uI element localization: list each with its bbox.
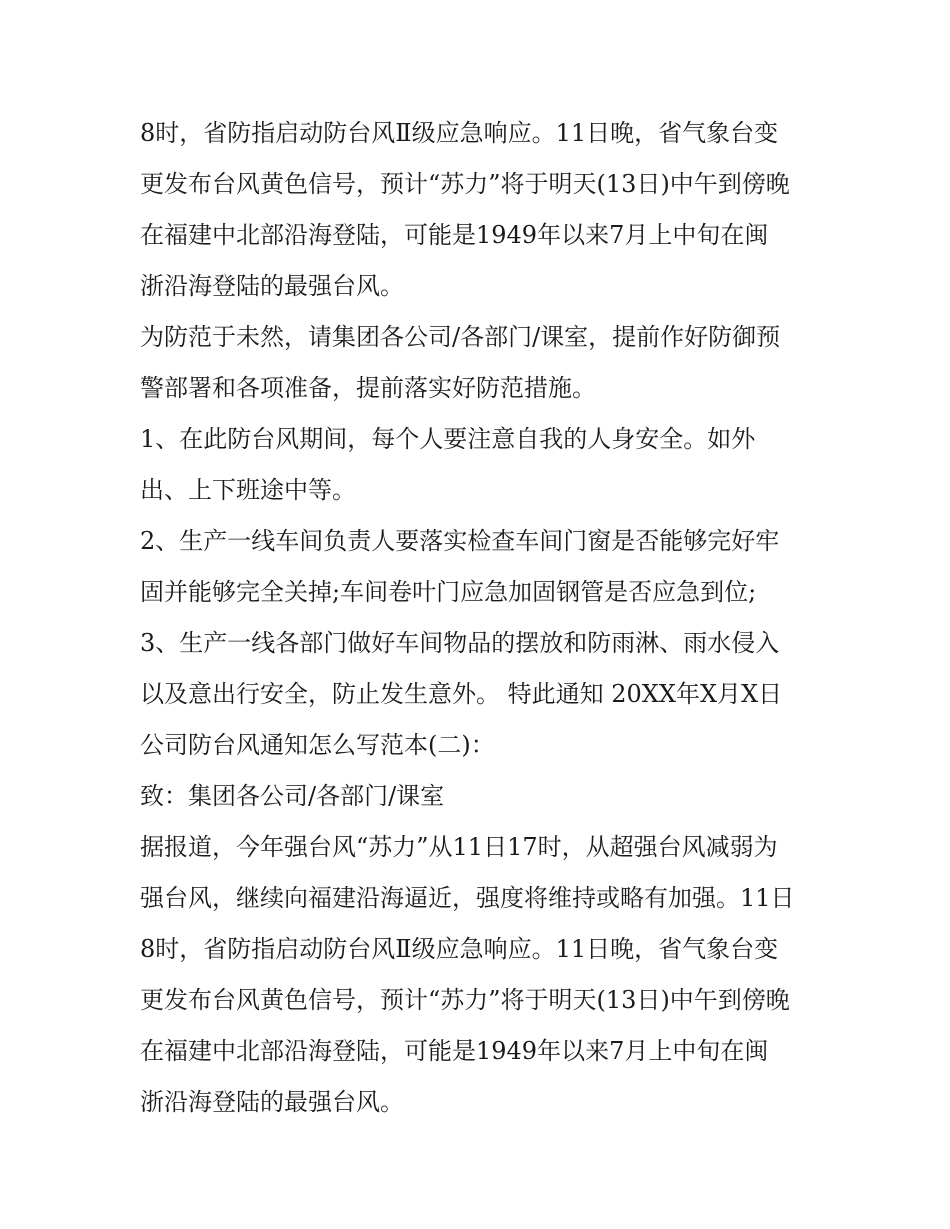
text-line: 出、上下班途中等。 [140, 476, 356, 504]
text-line: 2、生产一线车间负责人要落实检查车间门窗是否能够完好牢 [140, 527, 780, 555]
text-line: 浙沿海登陆的最强台风。 [140, 272, 404, 300]
text-line: 8时，省防指启动防台风Ⅱ级应急响应。11日晚，省气象台变 [140, 119, 779, 147]
text-line: 更发布台风黄色信号，预计“苏力”将于明天(13日)中午到傍晚 [140, 170, 790, 198]
text-line: 3、生产一线各部门做好车间物品的摆放和防雨淋、雨水侵入 [140, 629, 780, 657]
text-line: 8时，省防指启动防台风Ⅱ级应急响应。11日晚，省气象台变 [140, 935, 779, 963]
text-line: 1、在此防台风期间，每个人要注意自我的人身安全。如外 [140, 425, 756, 453]
salutation-line: 致：集团各公司/各部门/课室 [140, 782, 445, 810]
text-line: 以及意出行安全，防止发生意外。 特此通知 20XX年X月X日 [140, 680, 783, 708]
text-line: 为防范于未然，请集团各公司/各部门/课室，提前作好防御预 [140, 323, 781, 351]
text-line: 警部署和各项准备，提前落实好防范措施。 [140, 374, 596, 402]
text-line: 在福建中北部沿海登陆，可能是1949年以来7月上中旬在闽 [140, 221, 769, 249]
text-line: 据报道，今年强台风“苏力”从11日17时，从超强台风减弱为 [140, 833, 778, 861]
document-body [140, 108, 830, 1128]
text-line: 固并能够完全关掉;车间卷叶门应急加固钢管是否应急到位; [140, 578, 757, 606]
text-line: 浙沿海登陆的最强台风。 [140, 1088, 404, 1116]
section-heading: 公司防台风通知怎么写范本(二)： [140, 731, 495, 759]
text-line: 强台风，继续向福建沿海逼近，强度将维持或略有加强。11日 [140, 884, 795, 912]
text-line: 更发布台风黄色信号，预计“苏力”将于明天(13日)中午到傍晚 [140, 986, 790, 1014]
text-line: 在福建中北部沿海登陆，可能是1949年以来7月上中旬在闽 [140, 1037, 769, 1065]
